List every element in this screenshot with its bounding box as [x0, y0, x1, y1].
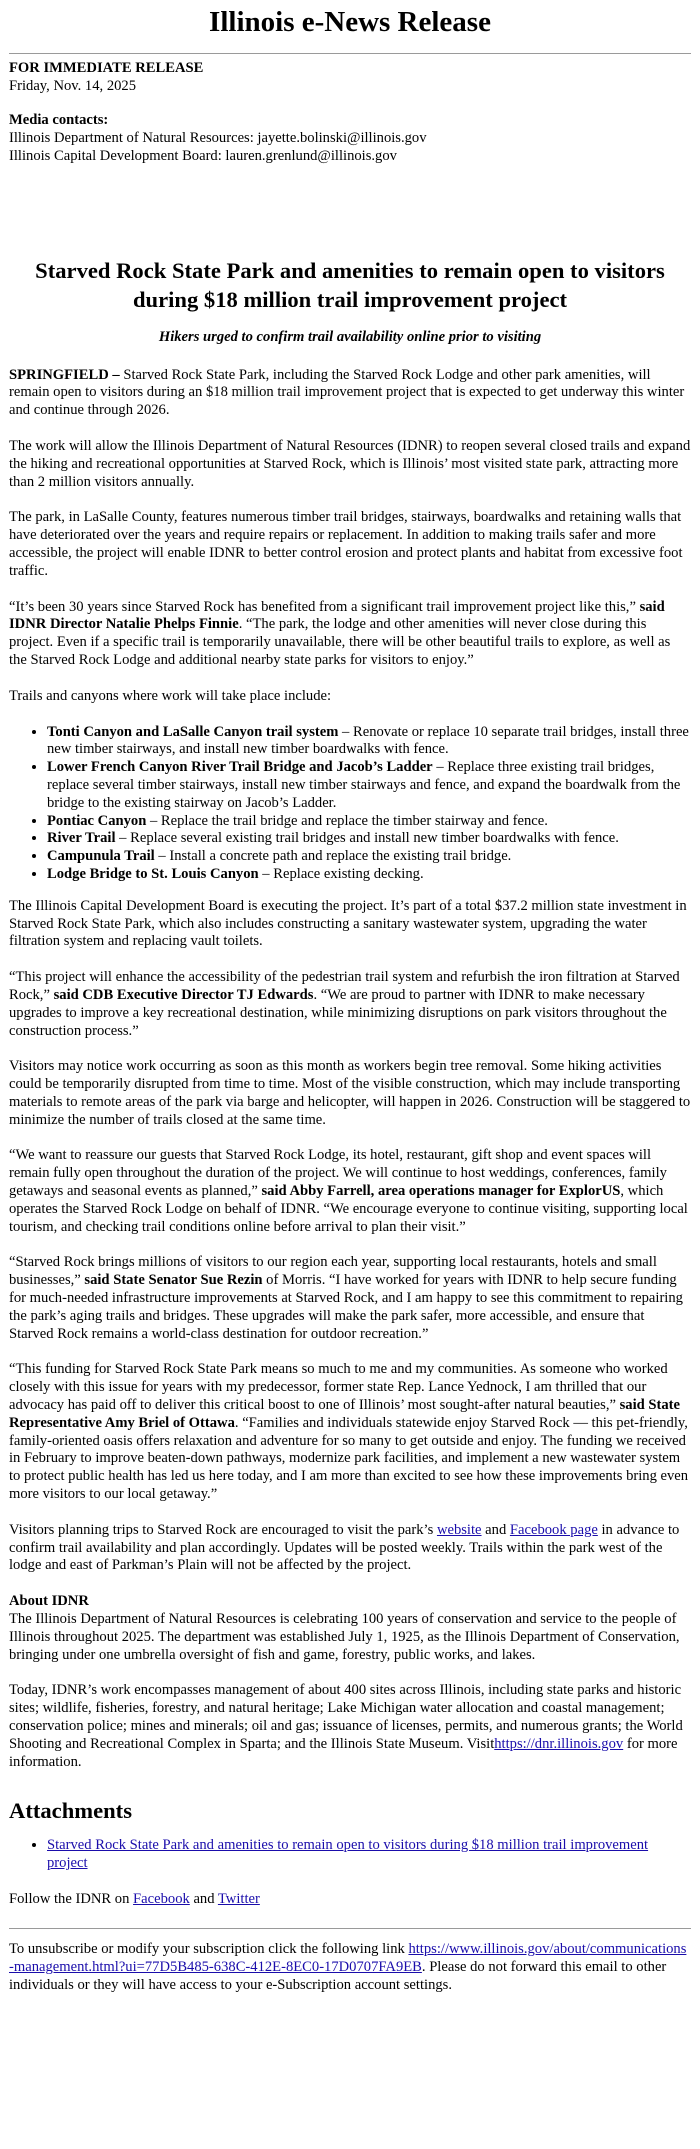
footer-divider — [9, 1928, 691, 1929]
contact-cdb: Illinois Capital Development Board: lauren.grenlund@illinois.gov — [9, 147, 397, 164]
list-item-name: Tonti Canyon and LaSalle Canyon trail system — [47, 723, 339, 740]
twitter-link[interactable]: Twitter — [217, 1890, 260, 1907]
email-body — [0, 6, 700, 1995]
follow-text: and — [189, 1890, 218, 1907]
paragraph-idnr-work: The work will allow the Illinois Department of Natural Resources (IDNR) to reopen several closed trails and expand the hiking and recreational opportunities at Starved Rock, which is Illinois’ most visited state park, attracting more than 2 million visitors annually. — [9, 437, 691, 490]
release-label: FOR IMMEDIATE RELEASE — [9, 60, 204, 77]
list-item-desc: – Replace existing decking. — [258, 865, 424, 882]
park-facebook-link[interactable]: Facebook page — [509, 1521, 598, 1538]
release-date: Friday, Nov. 14, 2025 — [9, 78, 137, 95]
work-list — [9, 724, 691, 884]
quote-text: , which operates the Starved Rock Lodge on behalf of IDNR. “We encourage everyone to continue visiting, supporting local tourism, and checking trail conditions online before arrival to plan their visit.” — [9, 1183, 688, 1235]
quote-text: “We want to reassure our guests that Starved Rock Lodge, its hotel, restaurant, gift shop and event spaces will remain fully open throughout the duration of the project. We will continue to host weddings, conferences, family getaways and seasonal events as planned,” — [9, 1147, 667, 1200]
paragraph-trails-intro: Trails and canyons where work will take place include: — [9, 687, 332, 704]
list-item — [47, 866, 691, 884]
release-info — [9, 60, 691, 96]
list-item — [47, 848, 691, 866]
paragraph-visitor-planning — [9, 1522, 691, 1575]
list-item — [47, 830, 691, 848]
quote-text: “Starved Rock brings millions of visitors to our region each year, supporting local restaurants, hotels and small businesses,” — [9, 1254, 657, 1289]
dateline: SPRINGFIELD – — [9, 366, 120, 383]
quote-attribution: said State Senator Sue Rezin — [84, 1272, 263, 1289]
media-contacts — [9, 112, 691, 165]
list-item-desc: – Replace three existing trail bridges, replace several timber stairways, install new timber stairways and fence, and expand the boardwalk from the bridge to the existing stairway on Jacob’s Ladder. — [47, 759, 681, 811]
about-idnr-section — [9, 1593, 691, 1664]
paragraph-intro-text: Starved Rock State Park, including the Starved Rock Lodge and other park amenities, will remain open to visitors during an $18 million trail improvement project that is expected to get underway this winter and continue through 2026. — [9, 366, 685, 419]
attachment-link[interactable]: Starved Rock State Park and amenities to remain open to visitors during $18 million trail improvement project — [47, 1836, 649, 1871]
quote-attribution: said Abby Farrell, area operations manager for ExplorUS — [261, 1183, 621, 1200]
list-item — [47, 813, 691, 831]
unsubscribe-link[interactable]: https://www.illinois.gov/about/communications-management.html?ui=77D5B485-638C-412E-8EC0-17D0707FA9EB — [9, 1941, 687, 1976]
follow-idnr — [9, 1891, 691, 1909]
paragraph-text: Visitors planning trips to Starved Rock are encouraged to visit the park’s — [9, 1521, 437, 1538]
list-item-desc: – Replace the trail bridge and replace the timber stairway and fence. — [146, 812, 548, 829]
list-item-name: River Trail — [47, 830, 116, 847]
about-text: The Illinois Department of Natural Resources is celebrating 100 years of conservation and service to the people of Illinois throughout 2025. The department was established July 1, 1925, as the Illinois Department of Conservation, bringing under one umbrella oversight of fish and game, forestry, public works, and lakes. — [9, 1611, 680, 1663]
list-item — [47, 759, 691, 812]
list-item-desc: – Renovate or replace 10 separate trail bridges, install three new timber stairways, and install new timber boardwalks with fence. — [47, 723, 689, 758]
paragraph-director-quote — [9, 599, 691, 670]
list-item-name: Lower French Canyon River Trail Bridge and Jacob’s Ladder — [47, 759, 433, 776]
unsubscribe-text: To unsubscribe or modify your subscription click the following link — [9, 1941, 409, 1958]
paragraph-text: and — [481, 1521, 510, 1538]
top-divider — [9, 53, 691, 54]
paragraph-representative-quote — [9, 1361, 691, 1503]
list-item-desc: – Replace several existing trail bridges and install new timber boardwalks with fence. — [115, 830, 619, 847]
quote-attribution: said IDNR Director Natalie Phelps Finnie — [9, 598, 665, 633]
masthead-title: Illinois e-News Release — [209, 6, 491, 38]
paragraph-lodge-quote — [9, 1147, 691, 1236]
paragraph-senator-quote — [9, 1254, 691, 1343]
quote-text: . “We are proud to partner with IDNR to make necessary upgrades to improve a key recreational destination, while minimizing disruptions on park visitors throughout the construction process.” — [9, 986, 667, 1039]
quote-text: “This project will enhance the accessibility of the pedestrian trail system and refurbish the iron filtration at Starved Rock,” — [9, 969, 680, 1003]
contact-idnr: Illinois Department of Natural Resources: jayette.bolinski@illinois.gov — [9, 129, 427, 146]
attachments-list — [9, 1837, 691, 1873]
follow-text: Follow the IDNR on — [9, 1890, 134, 1907]
about-heading: About IDNR — [9, 1593, 89, 1610]
paragraph-intro — [9, 367, 691, 420]
idnr-website-link[interactable]: https://dnr.illinois.gov — [494, 1735, 624, 1752]
quote-text: . “Families and individuals statewide enjoy Starved Rock — this pet-friendly, family-oriented oasis offers relaxation and adventure for so many to get outside and enjoy. The funding we received in February to improve beaten-down pathways, modernize park facilities, and implement a new wastewater system to protect public health has led us here today, and I am more than excited to see how these improvements bring even more visitors to our local getaway.” — [9, 1414, 689, 1503]
paragraph-cdb-project: The Illinois Capital Development Board is executing the project. It’s part of a total $37.2 million state investment in Starved Rock State Park, which also includes constructing a sanitary wastewater system, upgrading the water filtration system and replacing vault toilets. — [9, 897, 687, 950]
about-text: for more information. — [9, 1735, 678, 1770]
quote-text: . “The park, the lodge and other amenities will never close during this project. Even if a specific trail is temporarily unavailable, there will be other beautiful trails to explore, as well as the Starved Rock Lodge and additional nearby state parks for visitors to enjoy.” — [9, 616, 671, 668]
quote-text: of Morris. “I have worked for years with IDNR to help secure funding for much-needed infrastructure improvements at Starved Rock, and I am happy to see this commitment to repairing the park’s aging trails and bridges. These upgrades will make the park safer, more accessible, and ensure that Starved Rock remains a world-class destination for outdoor recreation.” — [9, 1272, 683, 1342]
quote-text: “It’s been 30 years since Starved Rock has benefited from a significant trail improvement project like this,” — [9, 598, 640, 615]
subheadline: Hikers urged to confirm trail availability online prior to visiting — [158, 328, 542, 345]
list-item — [47, 1837, 691, 1873]
quote-attribution: said CDB Executive Director TJ Edwards — [53, 986, 314, 1003]
paragraph-text: in advance to confirm trail availability and plan accordingly. Updates will be posted weekly. Trails within the park west of the lodge and east of Parkman’s Plain will not be affected by the project. — [9, 1521, 680, 1574]
list-item-name: Campunula Trail — [47, 848, 155, 865]
list-item — [47, 724, 691, 760]
paragraph-cdb-quote — [9, 969, 691, 1040]
headline: Starved Rock State Park and amenities to remain open to visitors during $18 million trail improvement project — [35, 258, 665, 312]
spacer — [9, 165, 691, 257]
about-idnr-paragraph-2 — [9, 1682, 691, 1771]
list-item-desc: – Install a concrete path and replace the existing trail bridge. — [154, 848, 512, 865]
paragraph-park-features: The park, in LaSalle County, features numerous timber trail bridges, stairways, boardwalks and retaining walls that have deteriorated over the years and require repairs or replacement. In addition to making trails safer and more accessible, the project will enable IDNR to better control erosion and protect plants and habitat from excessive foot traffic. — [9, 509, 683, 579]
unsubscribe-text: . Please do not forward this email to other individuals or they will have access to your e-Subscription account settings. — [9, 1959, 667, 1993]
list-item-name: Lodge Bridge to St. Louis Canyon — [47, 865, 259, 882]
paragraph-construction: Visitors may notice work occurring as soon as this month as workers begin tree removal. Some hiking activities could be temporarily disrupted from time to time. Most of the visible construction, which may include transporting materials to remote areas of the park via barge and helicopter, will happen in 2026. Construction will be staggered to minimize the number of trails closed at the same time. — [9, 1058, 691, 1128]
list-item-name: Pontiac Canyon — [47, 812, 147, 829]
attachments-heading: Attachments — [9, 1798, 132, 1824]
about-text: Today, IDNR’s work encompasses management of about 400 sites across Illinois, including state parks and historic sites; wildlife, fisheries, forestry, and natural heritage; Lake Michigan water allocation and coastal management; conservation police; mines and minerals; oil and gas; issuance of licenses, permits, and numerous grants; the World Shooting and Recreational Complex in Sparta; and the Illinois State Museum. Visit — [9, 1682, 683, 1752]
media-contacts-label: Media contacts: — [9, 111, 109, 128]
quote-text: “This funding for Starved Rock State Park means so much to me and my communities. As someone who worked closely with this issue for years with my predecessor, former state Rep. Lance Yednock, I am thrilled that our advocacy has paid off to deliver this critical boost to one of Illinois’ most sought-after natural beauties,” — [9, 1361, 668, 1414]
quote-attribution: said State Representative Amy Briel of Ottawa — [9, 1397, 681, 1431]
facebook-link[interactable]: Facebook — [133, 1890, 190, 1907]
park-website-link[interactable]: website — [436, 1521, 482, 1538]
unsubscribe-notice — [9, 1941, 691, 1994]
